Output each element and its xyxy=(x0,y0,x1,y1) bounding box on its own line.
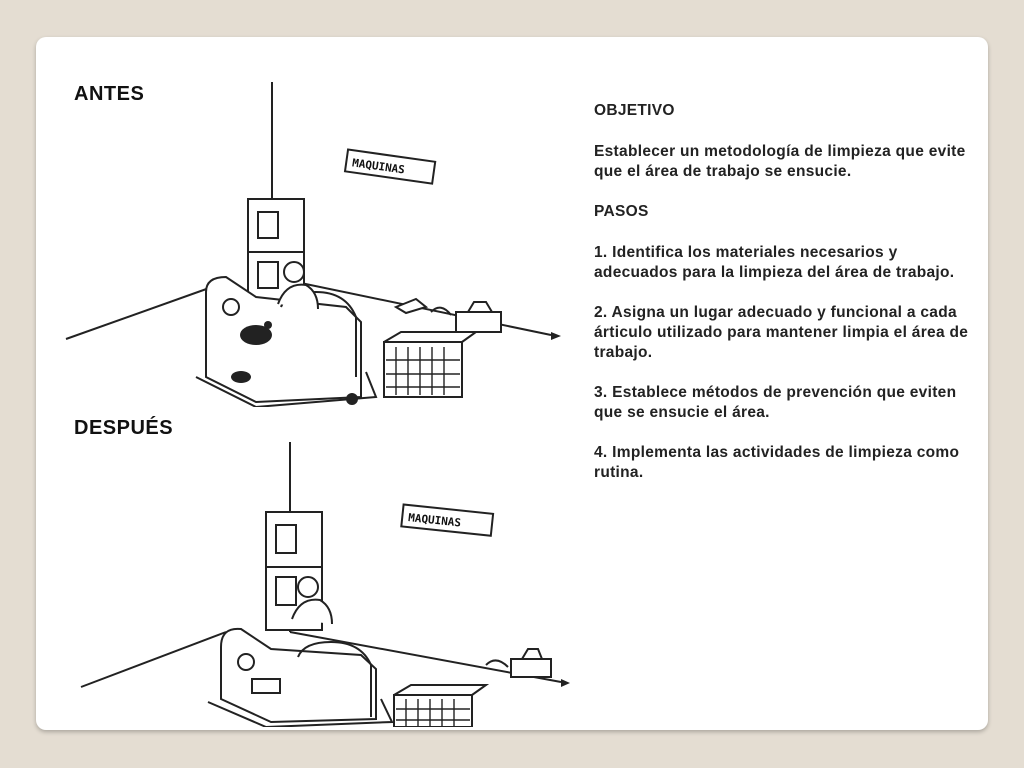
steps-heading: PASOS xyxy=(594,203,649,220)
text-column xyxy=(594,101,974,503)
before-label: ANTES xyxy=(74,83,145,105)
after-sign-text: MAQUINAS xyxy=(407,511,462,530)
before-illustration xyxy=(56,77,576,407)
step-item: 2. Asigna un lugar adecuado y funcional a cada árticulo utilizado para mantener limpia el área de trabajo. xyxy=(594,304,969,361)
step-item: 4. Implementa las actividades de limpieza como rutina. xyxy=(594,444,960,481)
after-label: DESPUÉS xyxy=(74,417,174,439)
step-item: 1. Identifica los materiales necesarios y adecuados para la limpieza del área de trabajo. xyxy=(594,244,955,281)
before-sign-text: MAQUINAS xyxy=(351,156,406,177)
step-item: 3. Establece métodos de prevención que eviten que se ensucie el área. xyxy=(594,384,957,421)
objective-heading: OBJETIVO xyxy=(594,102,675,119)
slide-card xyxy=(36,37,988,730)
objective-text: Establecer un metodología de limpieza que evite que el área de trabajo se ensucie. xyxy=(594,143,966,180)
after-illustration xyxy=(76,437,576,727)
